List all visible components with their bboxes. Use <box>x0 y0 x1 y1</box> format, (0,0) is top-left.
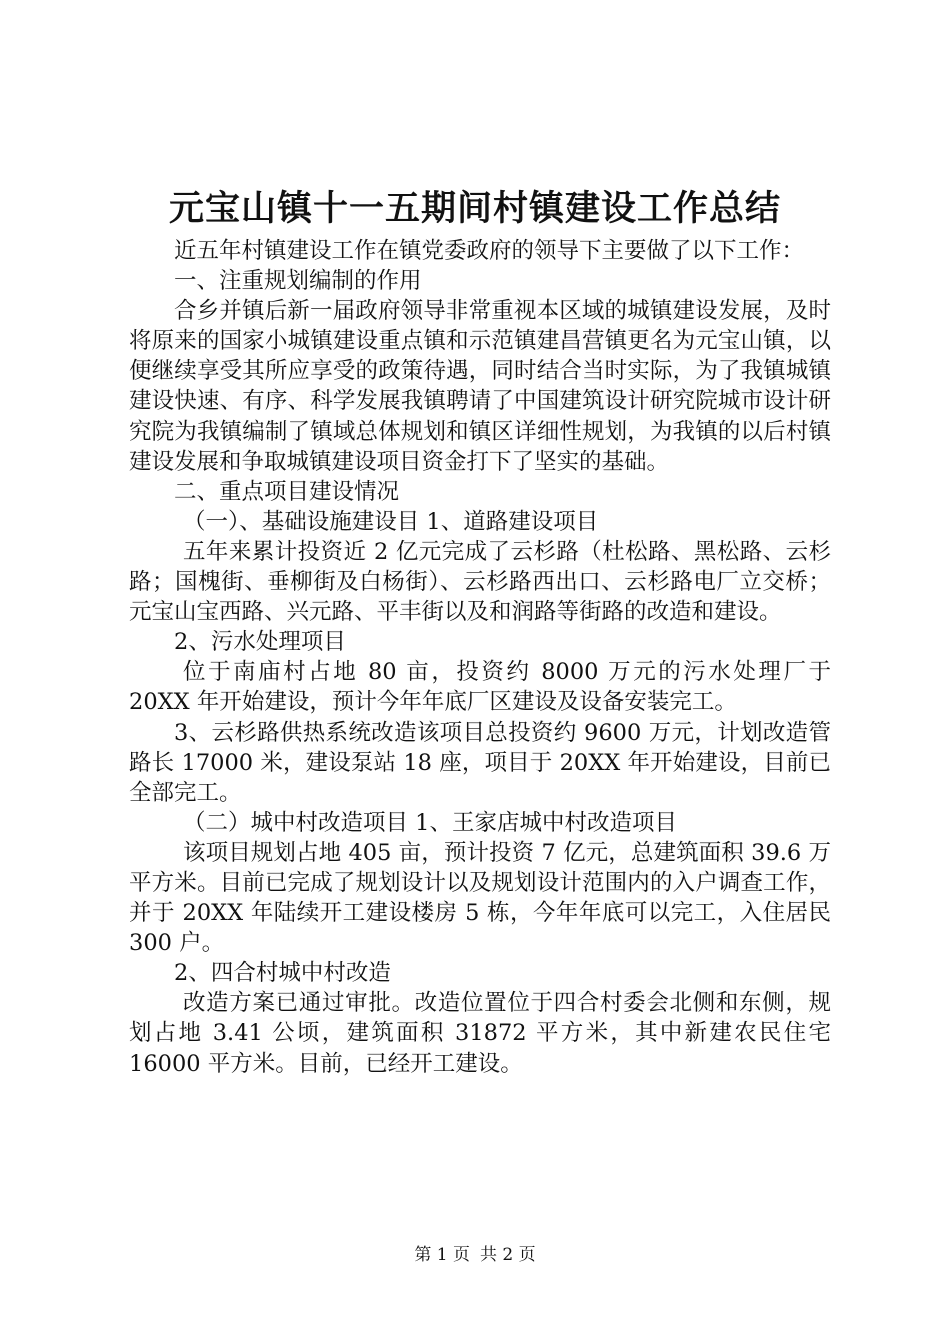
document-body <box>129 236 831 1079</box>
subsection-heading-urban-village: （二）城中村改造项目 1、王家店城中村改造项目 <box>183 809 677 836</box>
paragraph-sihe: 改造方案已通过审批。改造位置位于四合村委会北侧和东侧，规划占地 3.41 公顷，建筑面积 31872 平方米，其中新建农民住宅 16000 平方米。目前，已经开工建设。 <box>129 990 831 1077</box>
paragraph-heating: 3、云杉路供热系统改造该项目总投资约 9600 万元，计划改造管路长 17000 米，建设泵站 18 座，项目于 20XX 年开始建设，目前已全部完工。 <box>129 719 831 806</box>
section-heading-planning: 一、注重规划编制的作用 <box>174 268 422 295</box>
paragraph-wangjiadian: 该项目规划占地 405 亩，预计投资 7 亿元，总建筑面积 39.6 万平方米。目前已完成了规划设计以及规划设计范围内的入户调查工作，并于 20XX 年陆续开工建设楼房 5 栋，今年年底可以完工，入住居民 300 户。 <box>129 839 831 957</box>
section-heading-key-projects: 二、重点项目建设情况 <box>174 478 400 505</box>
item-heading-sewage: 2、污水处理项目 <box>174 629 346 656</box>
paragraph-planning: 合乡并镇后新一届政府领导非常重视本区域的城镇建设发展，及时将原来的国家小城镇建设重点镇和示范镇建昌营镇更名为元宝山镇，以便继续享受其所应享受的政策待遇，同时结合当时实际，为了我镇城镇建设快速、有序、科学发展我镇聘请了中国建筑设计研究院城市设计研究院为我镇编制了镇域总体规划和镇区详细性规划，为我镇的以后村镇建设发展和争取城镇建设项目资金打下了坚实的基础。 <box>129 298 831 475</box>
page-number: 第 1 页 <box>414 1245 470 1265</box>
subsection-heading-infrastructure: （一）、基础设施建设目 1、道路建设项目 <box>183 508 599 535</box>
paragraph-sewage: 位于南庙村占地 80 亩，投资约 8000 万元的污水处理厂于 20XX 年开始建设，预计今年年底厂区建设及设备安装完工。 <box>129 659 831 716</box>
paragraph-roads: 五年来累计投资近 2 亿元完成了云杉路（杜松路、黑松路、云杉路；国槐街、垂柳街及白杨街）、云杉路西出口、云杉路电厂立交桥；元宝山宝西路、兴元路、平丰街以及和润路等街路的改造和建设。 <box>129 538 831 626</box>
document-title: 元宝山镇十一五期间村镇建设工作总结 <box>168 188 781 229</box>
page-footer <box>0 1243 950 1267</box>
page-count: 共 2 页 <box>480 1245 536 1265</box>
item-heading-sihe: 2、四合村城中村改造 <box>174 960 391 987</box>
paragraph-intro: 近五年村镇建设工作在镇党委政府的领导下主要做了以下工作： <box>174 238 805 264</box>
